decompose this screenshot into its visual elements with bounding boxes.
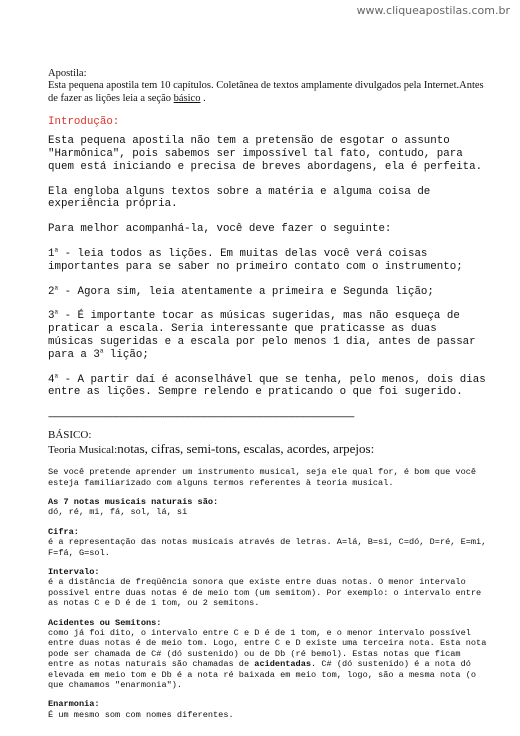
apostila-text: Esta pequena apostila tem 10 capítulos. Coletânea de textos amplamente divulgados pela Internet.Antes de fazer as lições leia a seção	[48, 80, 484, 104]
intro-paragraph-3: Para melhor acompanhá-la, você deve fazer o seguinte:	[48, 223, 392, 236]
apostila-paragraph: Apostila: Esta pequena apostila tem 10 capítulos. Coletânea de textos amplamente divulgados pela Internet.Antes de fazer as lições leia a seção básico .	[48, 68, 484, 104]
step-1: 1$^a$ - leia todos as lições. Em muitas delas você verá coisas importantes para se saber no primeiro contato com o instrumento;	[48, 246, 463, 273]
step-4: 4$^a$ - A partir daí é aconselhável que se tenha, pelo menos, dois dias entre as lições. Sempre relendo e praticando o que foi sugerido.	[48, 371, 486, 399]
apostila-label: Apostila:	[48, 68, 87, 79]
basico-heading: BÁSICO:	[48, 429, 92, 442]
intro-paragraph-1: Esta pequena apostila não tem a pretensão de esgotar o assunto "Harmônica", pois sabemos ser impossível tal fato, contudo, para quem está iniciando e precisa de breves abordagens, ela é perfeita.	[48, 135, 483, 173]
intro-heading: Introdução:	[48, 116, 120, 129]
section-divider: --------------------------------------------------------------------------------------------------------------------------------------------------------------------------	[48, 411, 354, 422]
step-2: 2$^a$ - Agora sim, leia atentamente a primeira e Segunda lição;	[48, 284, 434, 298]
step-3: 3$^a$ - É importante tocar as músicas sugeridas, mas não esqueça de praticar a escala. Seria interessante que praticasse as duas músicas sugeridas e a escala por pelo menos 1 dia, antes de passar para a 3$^a$ lição;	[48, 308, 476, 361]
teoria-heading: Teoria Musical:notas, cifras, semi-tons, escalas, acordes, arpejos:	[48, 441, 375, 457]
intro-paragraph-2: Ela engloba alguns textos sobre a matéria e alguma coisa de experiência própria.	[48, 185, 431, 211]
site-url[interactable]: www.cliqueapostilas.com.br	[356, 4, 510, 17]
intervalo-section: Intervalo: é a distância de freqüência sonora que existe entre duas notas. O menor intervalo possível entre duas notas é de meio tom (um semitom). Por exemplo: o intervalo entre as notas C e D é de 1 tom, ou 2 semitons.	[48, 567, 482, 609]
document-body	[48, 68, 488, 729]
enarmonia-section: Enarmonia: É um mesmo som com nomes diferentes.	[48, 699, 234, 720]
acidentes-section: Acidentes ou Semitons: como já foi dito, o intervalo entre C e D é de 1 tom, e o menor intervalo possível entre duas notas é de meio tom. Logo, entre C e D existe uma terceira nota. Esta nota pode ser chamada de C# (dó sustenido) ou de Db (ré bemol). Estas notas que ficam entre as notas naturais são chamadas de acidentadas. C# (dó sustenido) é a nota dó elevada em meio tom e Db é a nota ré baixada em meio tom, logo, são a mesma nota (o que chamamos "enarmonia").	[48, 617, 487, 691]
cifra-section: Cifra: é a representação das notas musicais através de letras. A=lá, B=si, C=dó, D=ré, E=mi, F=fá, G=sol.	[48, 526, 487, 558]
basico-intro: Se você pretende aprender um instrumento musical, seja ele qual for, é bom que você esteja familiarizado com alguns termos referentes à teoria musical.	[48, 467, 477, 488]
notas-section: As 7 notas musicais naturais são: dó, ré, mi, fá, sol, lá, si	[48, 496, 219, 518]
basico-link[interactable]: básico	[173, 92, 201, 104]
